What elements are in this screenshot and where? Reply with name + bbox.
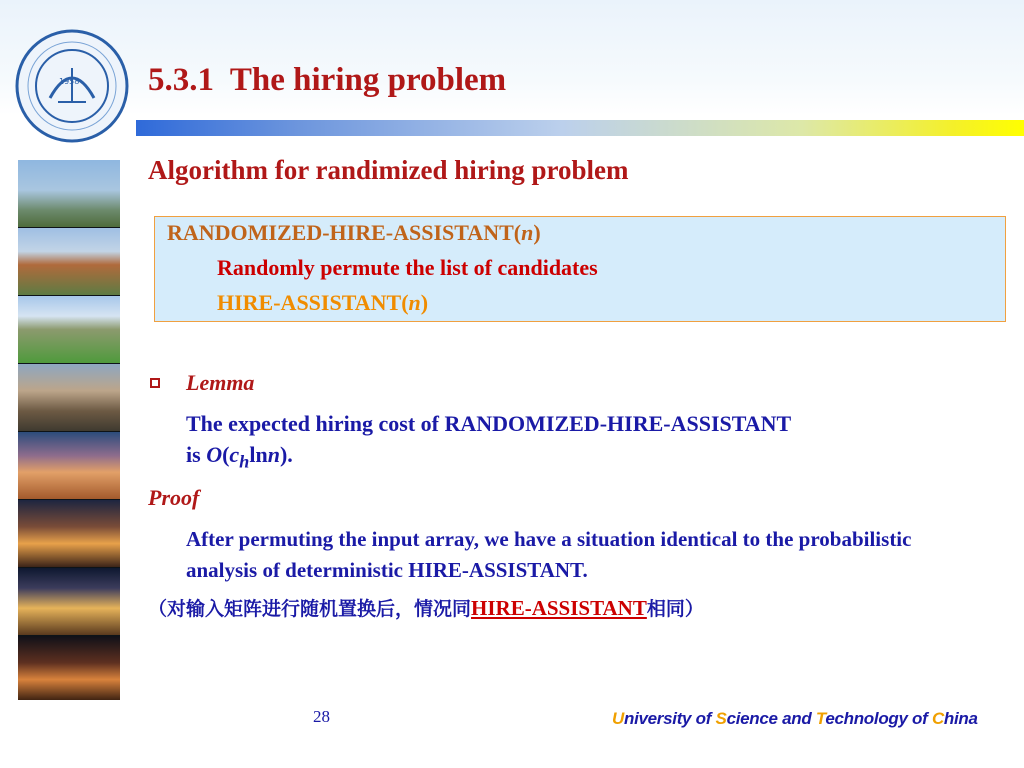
lemma-heading: Lemma <box>186 370 255 395</box>
algorithm-box <box>154 216 1006 322</box>
campus-photo <box>18 636 120 700</box>
algorithm-line-1: RANDOMIZED-HIRE-ASSISTANT(n) <box>167 220 541 245</box>
chinese-note-highlight: HIRE-ASSISTANT <box>471 596 647 620</box>
campus-photo <box>18 296 120 364</box>
campus-photo <box>18 432 120 500</box>
campus-photo <box>18 364 120 432</box>
algorithm-line-2: Randomly permute the list of candidates <box>217 255 598 280</box>
campus-photo <box>18 160 120 228</box>
logo-year: 1958 <box>59 77 80 86</box>
algorithm-line-3: HIRE-ASSISTANT(n) <box>217 290 429 315</box>
square-bullet-icon <box>150 378 160 388</box>
header-gradient-bar <box>136 120 1024 136</box>
footer-university-name: University of Science and Technology of China <box>612 709 978 728</box>
proof-text: After permuting the input array, we have a situation identical to the probabilistic analysis of deterministic HIRE-ASSISTANT. <box>186 527 912 582</box>
university-logo <box>14 28 130 144</box>
campus-photo <box>18 568 120 636</box>
campus-photo <box>18 500 120 568</box>
slide-title: 5.3.1 The hiring problem <box>148 62 507 98</box>
campus-photo <box>18 228 120 296</box>
section-subtitle: Algorithm for randimized hiring problem <box>148 155 629 185</box>
chinese-note: （对输入矩阵进行随机置换后，情况同HIRE-ASSISTANT相同） <box>148 596 704 620</box>
proof-heading: Proof <box>148 485 200 510</box>
page-number: 28 <box>313 707 330 726</box>
lemma-text: The expected hiring cost of RANDOMIZED-HIRE-ASSISTANT is $O(c_h\ln n)$. <box>186 411 792 472</box>
campus-photo-strip <box>18 160 120 700</box>
